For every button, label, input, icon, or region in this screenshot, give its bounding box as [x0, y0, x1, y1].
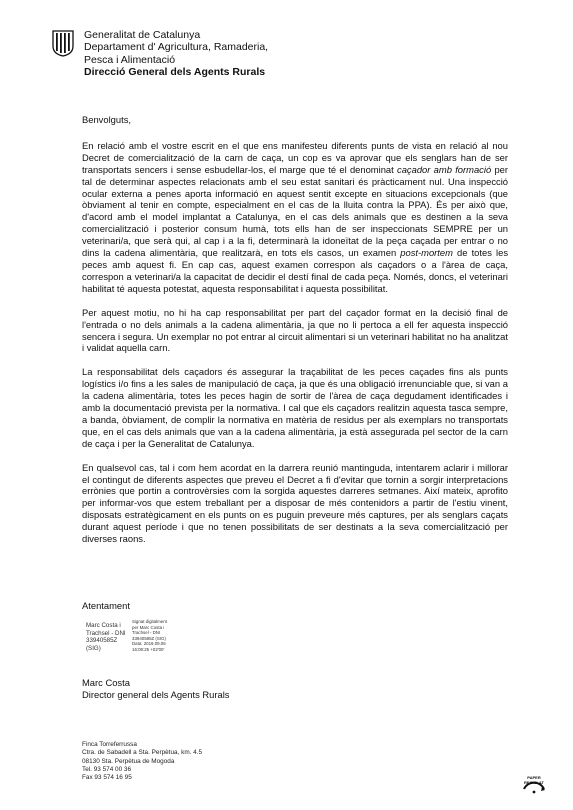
stamp-label: PAPER RECICLAT	[524, 775, 544, 785]
closing: Atentament	[82, 600, 130, 611]
footer-line: Ctra. de Sabadell a Sta. Perpètua, km. 4.5	[82, 749, 203, 757]
signature-detail-line: per Marc Costa i	[132, 624, 165, 630]
letterhead-directorate: Direcció General dels Agents Rurals	[84, 66, 266, 79]
letterhead-line: Departament d' Agricultura, Ramaderia,	[84, 41, 269, 54]
signatory-title: Director general dels Agents Rurals	[82, 688, 230, 700]
footer-line: 08130 Sta. Perpètua de Mogoda	[82, 757, 175, 765]
signatory	[82, 677, 229, 701]
paragraph-1-part: de totes les peces amb aquest fi. En cap cas, aquest examen correspon als caçadors o a l'àrea de caça, correspon a veterinari/a la capacitat de decidir el destí final de cada peça. Només, doncs, el veterinari habilitat té aquesta potestat, aquesta responsabilitat i aquesta possibilitat.	[82, 247, 509, 294]
paragraph-1-emphasis: post-mortem	[400, 247, 453, 259]
footer-line: Fax 93 574 16 95	[82, 774, 132, 782]
letterhead-line: Generalitat de Catalunya	[84, 29, 201, 41]
greeting: Benvolguts,	[82, 114, 131, 125]
paragraph-4: En qualsevol cas, tal i com hem acordat en la darrera reunió mantinguda, intentarem aclarir i millorar el contingut de diferents aspectes que preveu el Decret a fi d'evitar que tornin a sorgir interpretacions errònies que portin a controvèrsies com la sorgida aquestes darreres setmanes. Així mateix, aprofito per informar-vos que estem treballant per a disposar de més contenidors a partir de l'estiu vinent, disposats estratègicament en els punts on es puguin preveure més captures, per als senglars caçats durant aquest període i que no tenen possibilitats de ser destinats a la seva comercialització per diverses raons.	[82, 461, 508, 545]
footer-line: Tel. 93 574 00 36	[82, 765, 132, 773]
generalitat-logo-icon	[52, 30, 74, 57]
paragraph-1-emphasis: caçador amb formació	[397, 163, 492, 175]
signatory-name: Marc Costa	[82, 677, 130, 688]
signature-detail-line: 33940585Z (SIG)	[132, 635, 166, 641]
signature-detail-line: Signat digitalment	[132, 619, 167, 624]
footer-line: Finca Torreferrussa	[82, 741, 137, 748]
paragraph-2: Per aquest motiu, no hi ha cap responsabilitat per part del caçador format en la decisió final de l'entrada o no dels animals a la cadena alimentària, ja que no li pertoca a ell fer aquesta inspecció sencera i segura. Un exemplar no pot entrar al circuit alimentari si un veterinari habilitat no ha analitzat i validat aquella carn.	[82, 306, 508, 354]
recycled-paper-icon	[518, 767, 550, 799]
paragraph-3: La responsabilitat dels caçadors és assegurar la traçabilitat de les peces caçades fins als punts logístics i/o fins a les sales de manipulació de caça, ja que és una obligació irrenunciable que, si van a la cadena alimentària, totes les peces hagin de sortir de l'àrea de caça degudament identificades i amb la documentació prevista per la normativa. I cal que els caçadors realitzin aquesta tasca sempre, a banda, òbviament, de complir la normativa en matèria de residus per als exemplars no transportats que, en el cas dels animals que van a la cadena alimentària, ja està assegurada pel sector de la carn de caça i per la Generalitat de Catalunya.	[82, 366, 508, 449]
signature-line: 33940585Z	[86, 637, 118, 645]
signature-detail-line: Data: 2019.09.06	[132, 641, 166, 647]
footer-address	[82, 741, 202, 782]
signature-detail-line: 16:08:25 +02'00'	[132, 646, 165, 652]
letter-body	[82, 114, 508, 557]
signature-name-block	[86, 622, 126, 652]
letterhead	[84, 29, 268, 79]
digital-signature	[86, 619, 212, 671]
signature-line: (SIG)	[86, 644, 101, 652]
letterhead-line: Pesca i Alimentació	[84, 53, 176, 66]
paragraph-1	[82, 140, 508, 295]
signature-line: Trachsel - DNI	[86, 629, 126, 637]
paragraph-1-part: per tal de determinar aspectes relacionats amb el seu estat sanitari és pràcticament nul. Una inspecció ocular externa a penes aporta informació en aquest sentit excepte en situacions excepcionals (que òbviament al tenir en compte, especialment en el cas de la lluita contra la PPA). És per això que, d'acord amb el model implantat a Catalunya, en el cas dels animals que es destinen a la seva comercialització i posterior consum humà, tots ells han de ser inspeccionats SEMPRE per un veterinari/a, que serà qui, al cap i a la fi, determinarà la idoneïtat de la peça caçada per entrar o no dins la cadena alimentària, que realitzarà, en tots els casos, un examen	[82, 163, 508, 259]
signature-line: Marc Costa i	[86, 622, 121, 629]
signature-details-block	[132, 619, 167, 653]
signature-detail-line: Trachsel - DNI	[132, 630, 161, 636]
paragraph-1-part: En relació amb el vostre escrit en el que ens manifesteu diferents punts de vista en relació al nou Decret de comercialització de la carn de caça, un cop es va aprovar que els senglars han de ser transportats sencers i sense esbudellar-los, el marge que té el denominat	[82, 139, 508, 175]
